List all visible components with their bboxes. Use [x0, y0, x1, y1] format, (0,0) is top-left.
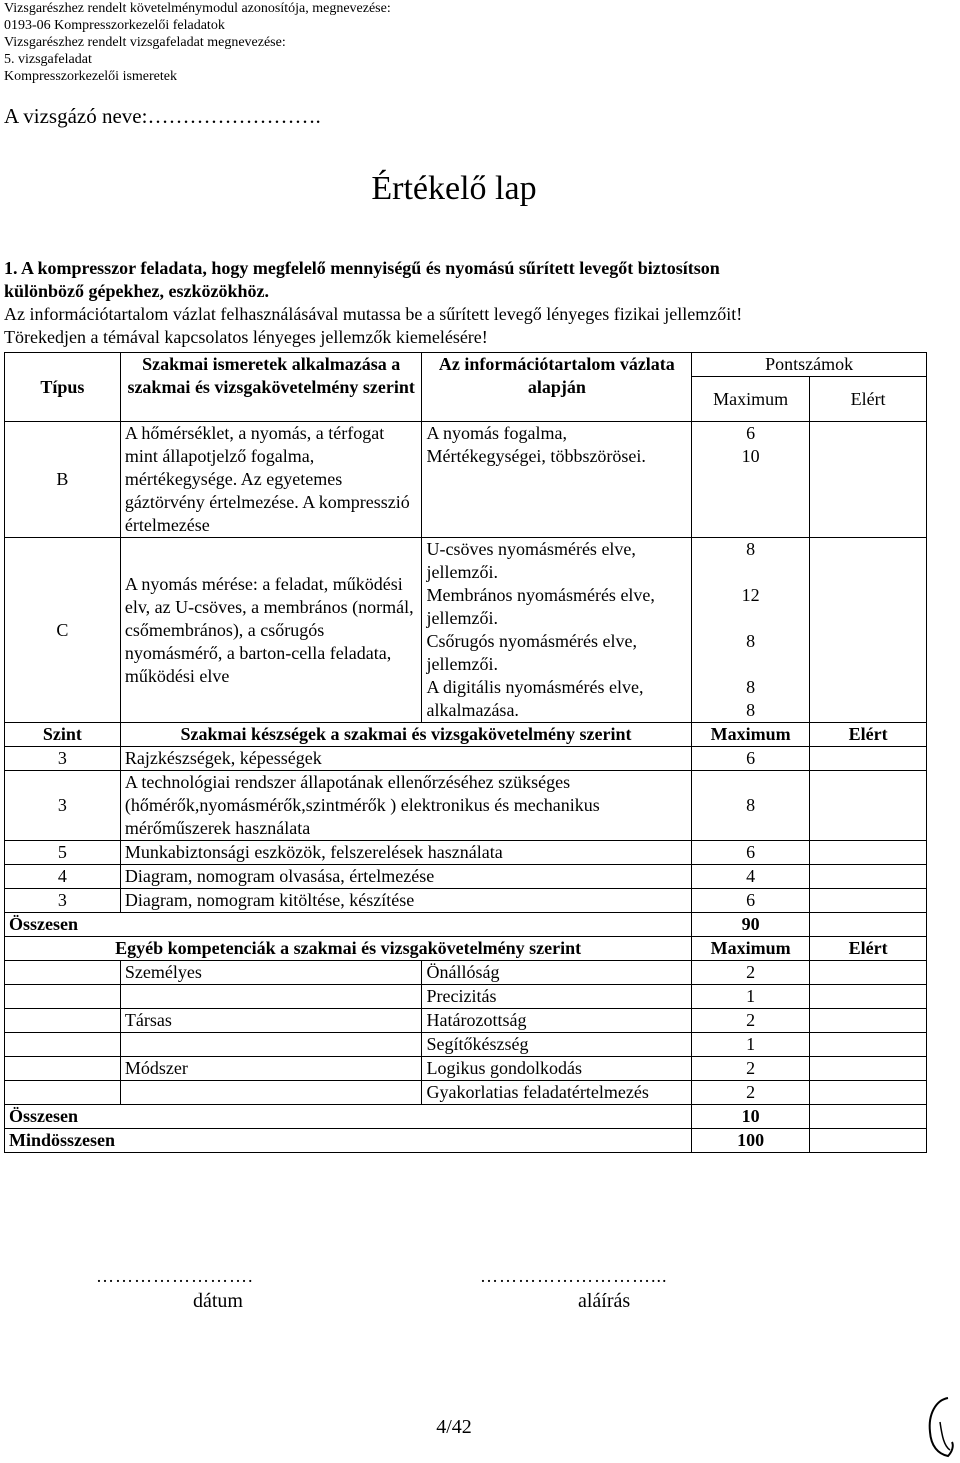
knowledge-header: Szakmai ismeretek alkalmazása a szakmai és vizsgakövetelmény szerint	[120, 353, 422, 422]
level-cell: 3	[5, 747, 121, 771]
achieved-cell	[810, 422, 927, 538]
date-dotted-line: …………………….	[96, 1266, 254, 1286]
competency-group	[120, 1033, 422, 1057]
task-line: különböző gépekhez, eszközökhöz.	[4, 281, 270, 301]
task-line: 1. A kompresszor feladata, hogy megfelelő mennyiségű és nyomású sűrített levegőt biztosítson	[4, 258, 720, 278]
subtotal-value: 90	[692, 913, 810, 937]
competency-group: Társas	[120, 1009, 422, 1033]
max-cell: 6	[692, 841, 810, 865]
max-cell: 2	[692, 1057, 810, 1081]
type-header: Típus	[5, 353, 121, 422]
header-line: 5. vizsgafeladat	[4, 52, 92, 67]
handwritten-mark-icon	[918, 1392, 958, 1462]
achieved-cell	[810, 1033, 927, 1057]
document-header	[4, 0, 391, 85]
header-line: 0193-06 Kompresszorkezelői feladatok	[4, 18, 225, 33]
total-label: Mindösszesen	[5, 1129, 692, 1153]
max-cell: 6	[692, 747, 810, 771]
max-value: 8	[746, 631, 756, 651]
achieved-cell	[810, 1057, 927, 1081]
max-header: Maximum	[692, 377, 810, 422]
achieved-cell	[810, 865, 927, 889]
skill-cell: Diagram, nomogram kitöltése, készítése	[120, 889, 691, 913]
max-cell: 1	[692, 1033, 810, 1057]
level-cell: 3	[5, 771, 121, 841]
page-title: Értékelő lap	[371, 170, 537, 207]
header-line: Vizsgarészhez rendelt vizsgafeladat megnevezése:	[4, 35, 286, 50]
level-cell: 4	[5, 865, 121, 889]
achieved-header: Elért	[810, 377, 927, 422]
competency-item: Precizitás	[422, 985, 692, 1009]
info-line: Csőrugós nyomásmérés elve, jellemzői.	[426, 631, 637, 674]
competency-item: Önállóság	[422, 961, 692, 985]
achieved-cell	[810, 771, 927, 841]
max-cell	[692, 422, 810, 538]
achieved-cell	[810, 747, 927, 771]
max-header: Maximum	[692, 937, 810, 961]
skill-cell: Diagram, nomogram olvasása, értelmezése	[120, 865, 691, 889]
empty-cell	[5, 1009, 121, 1033]
subtotal-label: Összesen	[5, 913, 692, 937]
achieved-cell	[810, 913, 927, 937]
competency-group: Módszer	[120, 1057, 422, 1081]
achieved-cell	[810, 889, 927, 913]
competency-item: Segítőkészség	[422, 1033, 692, 1057]
max-value: 8	[746, 677, 756, 697]
page-number: 4/42	[436, 1416, 472, 1438]
competency-item: Határozottság	[422, 1009, 692, 1033]
competency-item: Logikus gondolkodás	[422, 1057, 692, 1081]
max-header: Maximum	[692, 723, 810, 747]
info-cell	[422, 538, 692, 723]
achieved-cell	[810, 985, 927, 1009]
info-line: A digitális nyomásmérés elve, alkalmazása.	[426, 677, 644, 720]
achieved-cell	[810, 538, 927, 723]
achieved-cell	[810, 1009, 927, 1033]
knowledge-cell: A hőmérséklet, a nyomás, a térfogat mint állapotjelző fogalma, mértékegysége. Az egyetemes gáztörvény értelmezése. A kompresszió értelmezése	[120, 422, 422, 538]
knowledge-cell: A nyomás mérése: a feladat, működési elv, az U-csöves, a membrános (normál, csőmembrános), a csőrugós nyomásmérő, a barton-cella feladata, működési elve	[120, 538, 422, 723]
empty-cell	[5, 985, 121, 1009]
max-value: 6	[746, 423, 756, 443]
max-cell: 2	[692, 1009, 810, 1033]
max-value: 8	[746, 539, 756, 559]
subtotal-label: Összesen	[5, 1105, 692, 1129]
info-line: U-csöves nyomásmérés elve, jellemzői.	[426, 539, 636, 582]
signature-dotted-line: ………………………...	[480, 1266, 668, 1286]
type-cell: B	[5, 422, 121, 538]
competency-group	[120, 985, 422, 1009]
evaluation-table	[4, 352, 927, 1153]
max-cell: 2	[692, 961, 810, 985]
skill-cell: A technológiai rendszer állapotának ellenőrzéséhez szükséges (hőmérők,nyomásmérők,szintmérők ) elektronikus és mechanikus mérőműszerek használata	[120, 771, 691, 841]
achieved-header: Elért	[810, 937, 927, 961]
max-cell: 4	[692, 865, 810, 889]
achieved-cell	[810, 1081, 927, 1105]
empty-cell	[5, 961, 121, 985]
competency-group: Személyes	[120, 961, 422, 985]
info-line: Membrános nyomásmérés elve, jellemzői.	[426, 585, 655, 628]
max-cell: 6	[692, 889, 810, 913]
empty-cell	[5, 1033, 121, 1057]
skill-cell: Rajzkészségek, képességek	[120, 747, 691, 771]
header-line: Kompresszorkezelői ismeretek	[4, 69, 177, 84]
achieved-header: Elért	[810, 723, 927, 747]
achieved-cell	[810, 961, 927, 985]
date-label: dátum	[193, 1290, 243, 1312]
max-value: 8	[746, 700, 756, 720]
skill-cell: Munkabiztonsági eszközök, felszerelések használata	[120, 841, 691, 865]
task-description	[4, 257, 939, 349]
max-value: 12	[741, 585, 760, 605]
level-header: Szint	[5, 723, 121, 747]
task-line: Az információtartalom vázlat felhasználásával mutassa be a sűrített levegő lényeges fizikai jellemzőit!	[4, 304, 743, 324]
empty-cell	[5, 1081, 121, 1105]
max-value: 10	[741, 446, 760, 466]
points-header: Pontszámok	[692, 353, 927, 377]
max-cell: 1	[692, 985, 810, 1009]
task-line: Törekedjen a témával kapcsolatos lényeges jellemzők kiemelésére!	[4, 327, 488, 347]
header-line: Vizsgarészhez rendelt követelménymodul azonosítója, megnevezése:	[4, 1, 391, 16]
achieved-cell	[810, 1129, 927, 1153]
max-cell: 2	[692, 1081, 810, 1105]
level-cell: 3	[5, 889, 121, 913]
examinee-name-line: A vizsgázó neve:…………………….	[4, 104, 321, 128]
info-line: Mértékegységei, többszörösei.	[426, 446, 646, 466]
info-header: Az információtartalom vázlata alapján	[422, 353, 692, 422]
skills-header: Szakmai készségek a szakmai és vizsgakövetelmény szerint	[120, 723, 691, 747]
achieved-cell	[810, 1105, 927, 1129]
competency-group	[120, 1081, 422, 1105]
subtotal-value: 10	[692, 1105, 810, 1129]
total-value: 100	[692, 1129, 810, 1153]
empty-cell	[5, 1057, 121, 1081]
max-cell	[692, 538, 810, 723]
info-cell	[422, 422, 692, 538]
competencies-header: Egyéb kompetenciák a szakmai és vizsgakövetelmény szerint	[5, 937, 692, 961]
info-line: A nyomás fogalma,	[426, 423, 567, 443]
competency-item: Gyakorlatias feladatértelmezés	[422, 1081, 692, 1105]
max-cell: 8	[692, 771, 810, 841]
signature-label: aláírás	[578, 1290, 631, 1312]
type-cell: C	[5, 538, 121, 723]
achieved-cell	[810, 841, 927, 865]
level-cell: 5	[5, 841, 121, 865]
